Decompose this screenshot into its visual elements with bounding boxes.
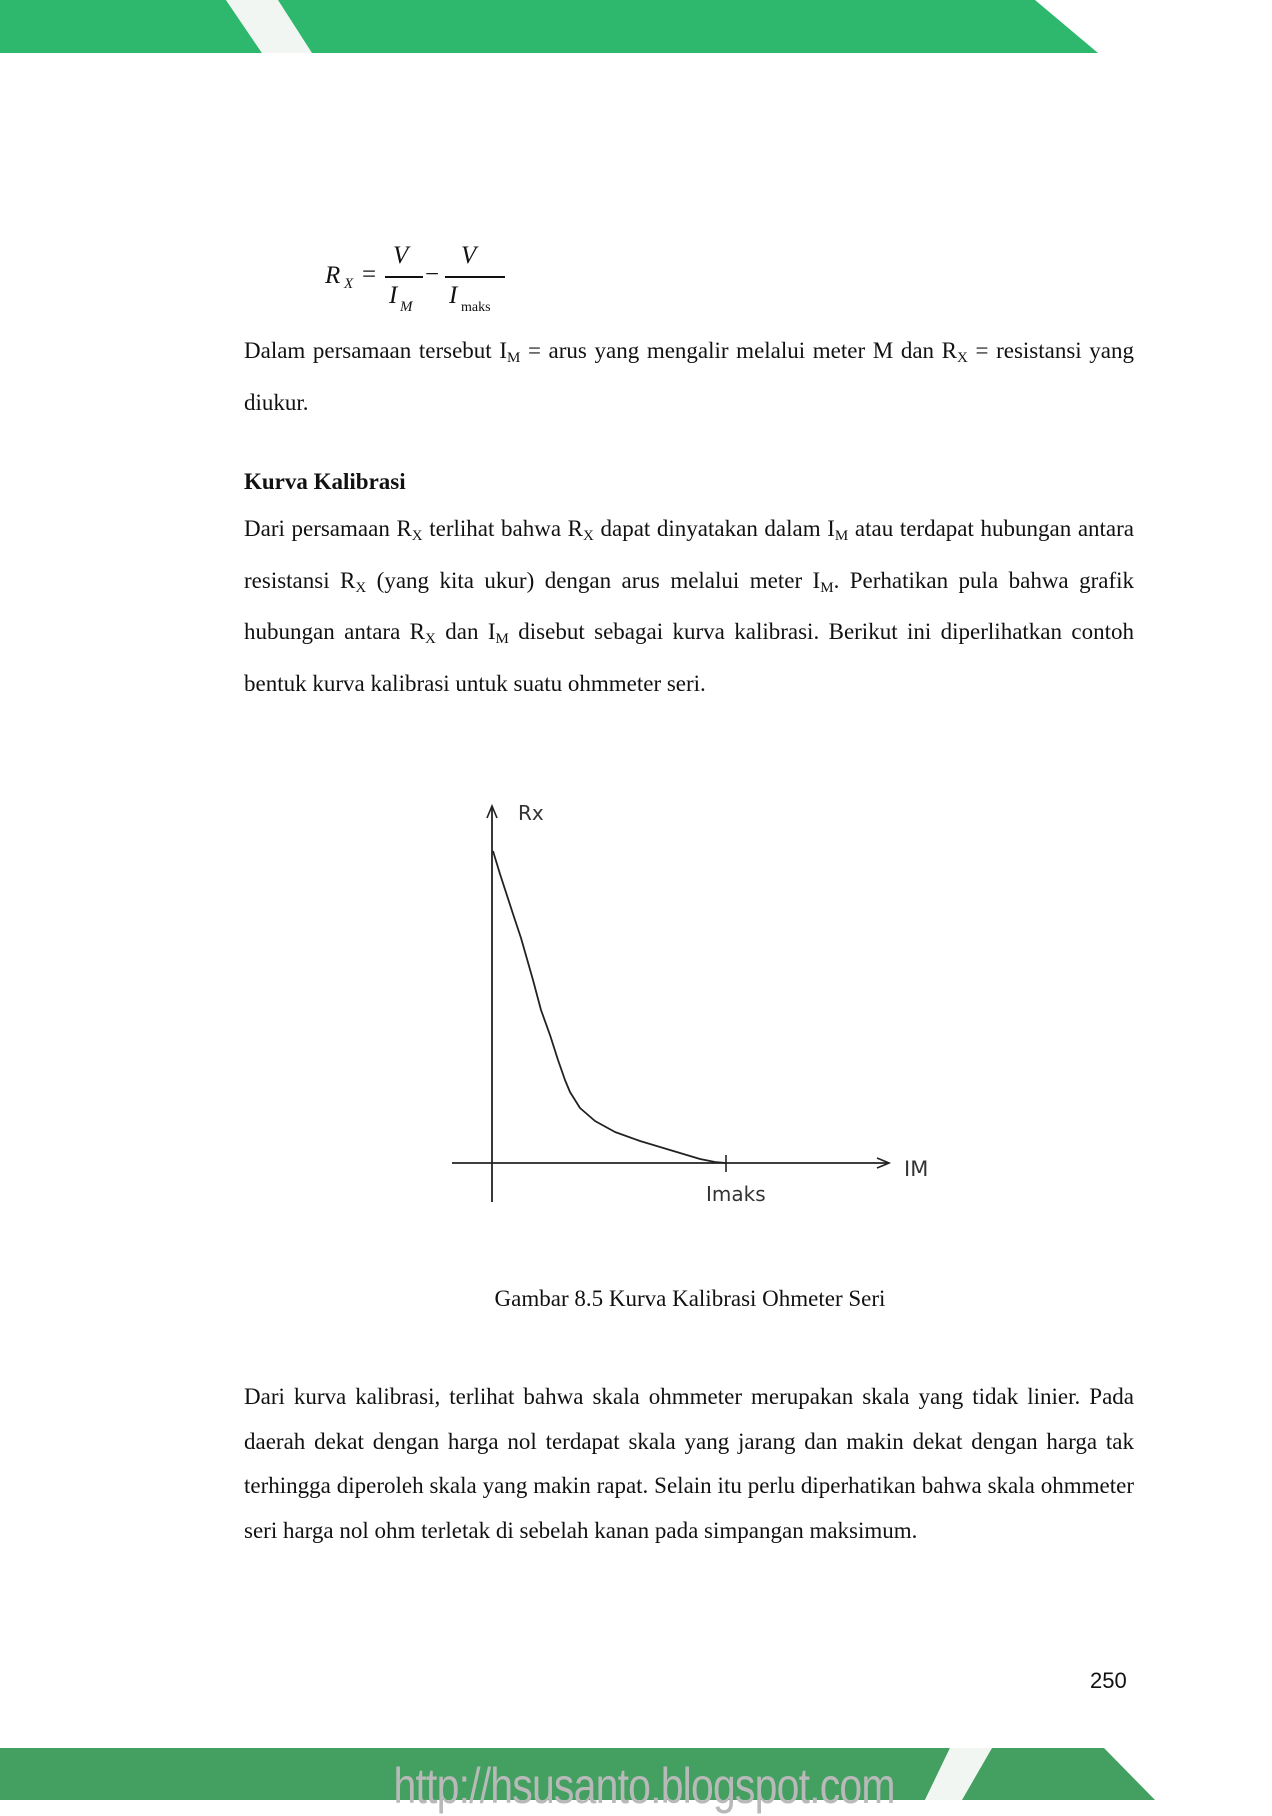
footer-url-watermark: http://hsusanto.blogspot.com (393, 1758, 895, 1814)
text: disebut sebagai kurva kalibrasi. Berikut ini diperlihatkan contoh bentuk kurva kalibrasi untuk suatu ohmmeter seri. (244, 619, 1135, 696)
header-band (0, 0, 1272, 54)
formula-operator: − (425, 261, 440, 288)
text: (yang kita ukur) dengan arus melalui meter I (366, 567, 821, 593)
text: = resistansi yang diukur. (244, 338, 1135, 415)
formula-term1-denominator: I (389, 282, 398, 309)
x-axis-arrow-icon (877, 1158, 889, 1168)
page-number: 250 (1090, 1668, 1127, 1693)
text: atau terdapat hubungan antara resistansi R (244, 516, 1135, 593)
subscript: X (957, 350, 968, 366)
text: = arus yang mengalir melalui meter M dan R (520, 338, 958, 363)
subscript: M (820, 579, 834, 596)
formula-lhs-sub: X (344, 276, 354, 292)
paragraph-definitions (244, 329, 1134, 425)
imaks-label: Imaks (706, 1182, 766, 1206)
formula-equals: = (362, 261, 377, 288)
y-axis-arrow-icon (487, 806, 497, 818)
fraction-bar (445, 276, 505, 278)
text: Dalam persamaan tersebut I (244, 338, 507, 363)
y-axis-label: Rx (518, 801, 544, 825)
paragraph-calibration-intro (244, 507, 1134, 706)
subscript: X (411, 528, 423, 544)
subscript: M (834, 528, 849, 544)
paragraph-scale-explanation: Dari kurva kalibrasi, terlihat bahwa skala ohmmeter merupakan skala yang tidak linier. Pada daerah dekat dengan harga nol terdapat skala yang jarang dan makin dekat dengan harga tak terhingga diperoleh skala yang makin rapat. Selain itu perlu diperhatikan bahwa skala ohmmeter seri harga nol ohm terletak di sebelah kanan pada simpangan maksimum. (244, 1384, 1134, 1543)
fraction-bar (385, 276, 423, 278)
formula-term1-denominator-sub: M (400, 299, 413, 315)
rx-formula (325, 242, 565, 318)
formula-term2-numerator: V (461, 242, 477, 269)
text: dan I (435, 619, 496, 644)
formula-term1-numerator: V (393, 242, 409, 269)
subscript: M (506, 350, 521, 366)
figure-caption: Gambar 8.5 Kurva Kalibrasi Ohmeter Seri (494, 1286, 886, 1311)
subscript: X (425, 631, 436, 647)
formula-term2-denominator: I (449, 282, 458, 309)
text: . Perhatikan pula bahwa grafik hubungan antara R (244, 567, 1134, 644)
text: dapat dinyatakan dalam I (593, 516, 835, 541)
x-axis-label: IM (904, 1157, 929, 1181)
formula-lhs: R (325, 262, 341, 289)
header-decoration (0, 0, 1272, 54)
subscript: X (583, 528, 594, 544)
text: terlihat bahwa R (422, 516, 584, 541)
section-heading: Kurva Kalibrasi (244, 469, 406, 494)
subscript: X (355, 579, 367, 596)
text: Dari persamaan R (244, 516, 412, 541)
calibration-curve (493, 851, 726, 1163)
subscript: M (495, 631, 509, 647)
formula-term2-denominator-sub: maks (461, 300, 491, 315)
